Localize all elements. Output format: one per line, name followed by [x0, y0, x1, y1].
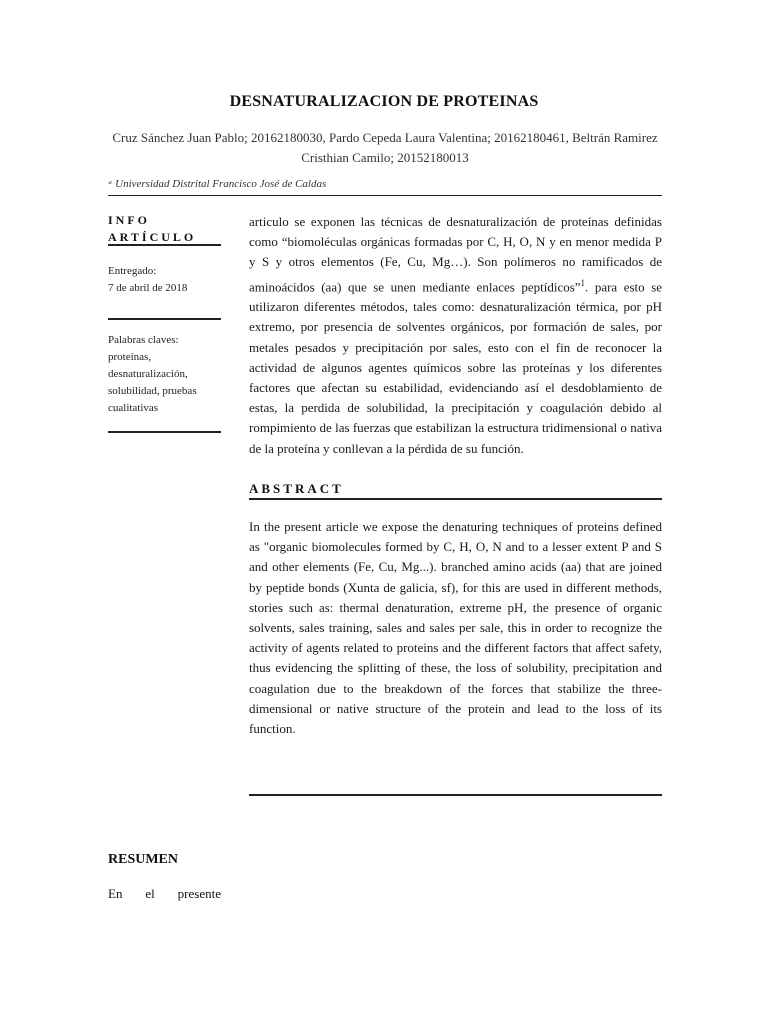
citation-ref: 1 — [580, 277, 586, 288]
keywords-label: Palabras claves: — [108, 334, 179, 346]
affiliation: ᵃ Universidad Distrital Francisco José de Caldas — [108, 178, 327, 190]
info-heading-line2: ARTÍCULO — [108, 230, 197, 244]
intro-text: articulo se exponen las técnicas de desnaturalización de proteínas definidas como “biomoléculas orgánicas formadas por C, H, O, N y en menor medida P y S y otros elementos (Fe, Cu, Mg…). Son polímeros no ramificados de aminoácidos (aa) que se unen mediante enlaces peptídicos” — [249, 214, 662, 294]
info-heading-rule — [108, 244, 221, 246]
received-rule — [108, 318, 221, 320]
abstract-paragraph — [249, 517, 662, 739]
resumen-heading: RESUMEN — [108, 852, 179, 867]
article-info-heading — [108, 212, 196, 246]
author-list: Cruz Sánchez Juan Pablo; 20162180030, Pardo Cepeda Laura Valentina; 20162180461, Beltrán Ramirez Cristhian Camilo; 20152180013 — [112, 130, 658, 165]
abstract-end-rule — [249, 794, 662, 796]
keywords-block — [108, 332, 223, 417]
received-label: Entregado: — [108, 265, 157, 277]
header-rule — [108, 195, 662, 196]
resumen-text: En el presente — [108, 886, 221, 901]
paper-title: DESNATURALIZACION DE PROTEINAS — [229, 93, 539, 110]
abstract-heading: ABSTRACT — [249, 481, 344, 496]
intro-text-continued: . para esto se utilizaron diferentes métodos, tales como: desnaturalización térmica, por pH extremo, por presencia de solventes orgánicos, por formación de sales, por metales pesados y precipitación por sales, esto con el fin de reconocer la actividad de algunos agentes químicos sobre las proteínas y los diferentes factores que afectan su estabilidad, evidenciando así el desdoblamiento de estas, la perdida de solubilidad, la precipitación y coagulación debido al rompimiento de las fuerzas que estabilizan la estructura tridimensional o nativa de la proteína y conllevan a la pérdida de su función. — [249, 278, 663, 456]
info-heading-line1: INFO — [108, 213, 150, 227]
intro-paragraph — [249, 212, 662, 459]
abstract-heading-rule — [249, 498, 662, 500]
received-block — [108, 263, 223, 297]
abstract-text: In the present article we expose the denaturing techniques of proteins defined as "organic biomolecules formed by C, H, O, N and to a lesser extent P and S and other elements (Fe, Cu, Mg...). branched amino acids (aa) that are joined by peptide bonds (Xunta de galicia, sf), for this are used in different methods, stories such as: thermal denaturation, extreme pH, the presence of organic solvents, sales training, sales and sales per sale, this in order to recognize the activity of agents related to proteins and the different factors that affect safety, thus evidencing the splitting of these, the loss of solubility, precipitation and coagulation due to the breakdown of the forces that stabilize the three-dimensional or native structure of the protein and lead to the loss of its function. — [249, 519, 662, 737]
received-date: 7 de abril de 2018 — [108, 282, 188, 294]
keywords-list: proteínas, desnaturalización, solubilidad, pruebas cualitativas — [108, 351, 197, 414]
keywords-rule — [108, 431, 221, 433]
